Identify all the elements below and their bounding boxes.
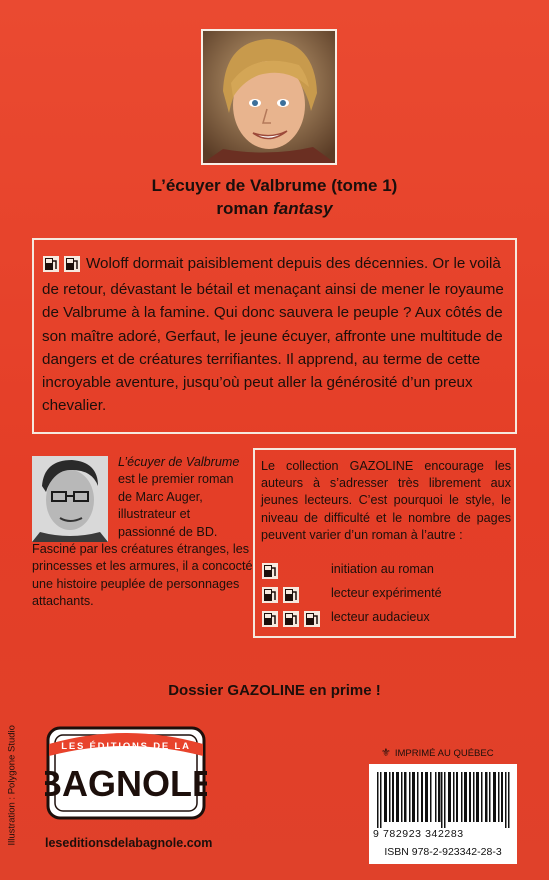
author-bio-line: de Marc Auger, xyxy=(118,489,203,504)
printed-label: IMPRIMÉ AU QUÉBEC xyxy=(394,748,494,759)
level-icons xyxy=(261,610,331,628)
level-label: initiation au roman xyxy=(331,562,434,576)
publisher-website: leseditionsdelabagnole.com xyxy=(45,836,213,850)
genre-italic: fantasy xyxy=(273,199,333,218)
author-bio xyxy=(32,454,257,611)
cover-portrait-image xyxy=(201,29,337,165)
publisher-top-text: LES ÉDITIONS DE LA xyxy=(61,741,191,752)
publisher-logo xyxy=(45,722,207,822)
book-title: L’écuyer de Valbrume (tome 1) xyxy=(151,176,398,195)
gas-pump-icon xyxy=(42,255,60,273)
barcode-bars xyxy=(375,772,511,828)
gas-pump-icon xyxy=(261,562,279,580)
illustration-credit: Illustration : Polygone Studio xyxy=(6,725,18,846)
barcode-digits: 9 782923 342283 xyxy=(373,828,464,840)
publisher-name: BAGNOLE xyxy=(45,763,207,804)
author-bio-book-title: L’écuyer de Valbrume xyxy=(118,455,240,469)
gas-pump-icon xyxy=(261,586,279,604)
fleur-de-lis-icon: ⚜ xyxy=(381,747,391,759)
synopsis-paragraph xyxy=(42,252,507,417)
author-bio-line: passionné de BD. xyxy=(118,524,218,539)
genre-prefix: roman xyxy=(216,199,274,218)
level-label: lecteur expérimenté xyxy=(331,586,442,600)
collection-text: Le collection GAZOLINE encourage les auteurs à s’adresser très librement aux jeunes lecteurs. C’est pourquoi le style, le niveau de difficulté et le nombre de pages peuvent varier d’un roman à l’autre : xyxy=(261,459,511,542)
level-icons xyxy=(261,562,331,580)
gas-pump-icon xyxy=(261,610,279,628)
level-label: lecteur audacieux xyxy=(331,610,430,624)
isbn-barcode xyxy=(369,764,517,864)
gas-pump-icon xyxy=(63,255,81,273)
isbn-number: ISBN 978-2-923342-28-3 xyxy=(384,846,502,858)
synopsis-box xyxy=(32,238,517,434)
book-genre xyxy=(0,199,549,219)
author-bio-line: illustrateur et xyxy=(118,507,191,522)
synopsis-text: Woloff dormait paisiblement depuis des décennies. Or le voilà de retour, dévastant le bétail et menaçant ainsi de mener le royaume de Valbrume à la famine. Qui donc sauvera le peuple ? Aux côtés de son maître adoré, Gerfaut, le jeune écuyer, affronte une multitude de dangers et de créatures terrifiantes. Il apprend, au terme de cette incroyable aventure, jusqu’où peut aller la générosité d’un preux chevalier. xyxy=(42,255,504,415)
printed-in-quebec xyxy=(381,746,494,759)
author-bio-rest: Fasciné par les créatures étranges, les princesses et les armures, il a concocté une histoire peuplée de personnages attachants. xyxy=(32,542,253,609)
gas-pump-icon xyxy=(282,586,300,604)
gas-pump-icon xyxy=(282,610,300,628)
level-experimente xyxy=(261,586,442,604)
level-audacieux xyxy=(261,610,430,628)
level-icons xyxy=(261,586,331,604)
author-bio-line: est le premier roman xyxy=(118,472,234,487)
collection-box xyxy=(253,448,516,638)
dossier-bonus-text: Dossier GAZOLINE en prime ! xyxy=(168,682,381,699)
level-initiation xyxy=(261,562,434,580)
gas-pump-icon xyxy=(303,610,321,628)
difficulty-rating xyxy=(42,255,84,278)
